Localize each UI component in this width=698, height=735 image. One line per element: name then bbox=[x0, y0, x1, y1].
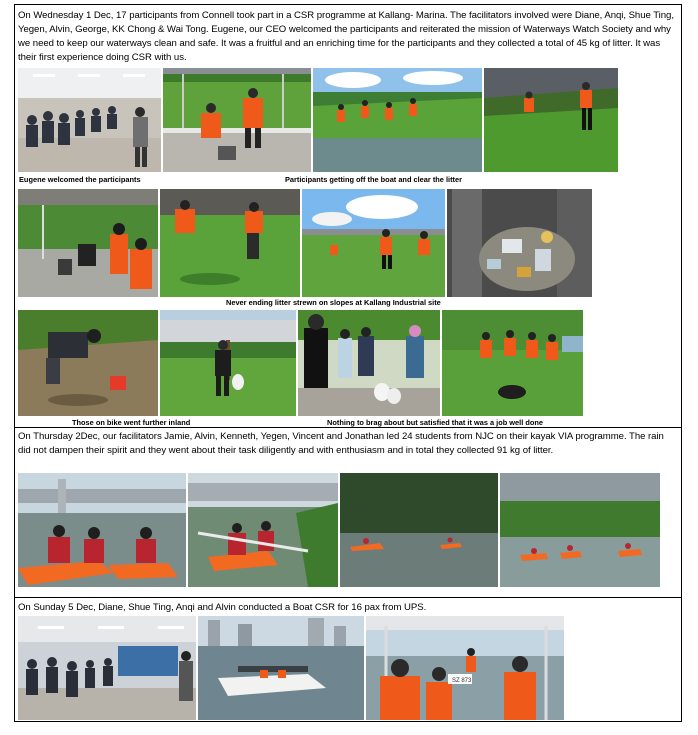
photo-litter-bag bbox=[447, 189, 592, 297]
photo-grass-picking bbox=[160, 189, 300, 297]
section-divider-2 bbox=[14, 597, 682, 598]
photo-boat-passengers bbox=[366, 616, 564, 720]
section2-paragraph: On Thursday 2Dec, our facilitators Jamie, Alvin, Kenneth, Yegen, Vincent and Jonathan led 24 students from NJC on their kayak VIA programme. The rain did not dampen their spirit and they went about their task diligently and with enthusiasm and in total they collected 91 kg of litter. bbox=[18, 431, 664, 456]
caption-welcome: Eugene welcomed the participants bbox=[19, 175, 141, 184]
photo-welcome-room bbox=[18, 68, 161, 172]
photo-kayak-group bbox=[500, 473, 660, 587]
caption-done: Nothing to brag about but satisfied that it was a job well done bbox=[327, 418, 543, 427]
photo-kayak-paddling bbox=[188, 473, 338, 587]
photo-field-cleanup bbox=[302, 189, 445, 297]
photo-boat-loading bbox=[18, 189, 158, 297]
photo-riverbank-cleanup bbox=[313, 68, 482, 172]
photo-bag-carry bbox=[160, 310, 296, 416]
caption-bike: Those on bike went further inland bbox=[72, 418, 191, 427]
caption-slopes: Never ending litter strewn on slopes at Kallang Industrial site bbox=[226, 298, 441, 307]
boat-registration: SZ 873 bbox=[452, 678, 472, 684]
photo-boat-bay bbox=[198, 616, 364, 720]
photo-ups-briefing bbox=[18, 616, 196, 720]
section3-paragraph: On Sunday 5 Dec, Diane, Shue Ting, Anqi and Alvin conducted a Boat CSR for 16 pax from UPS. bbox=[18, 602, 427, 613]
photo-slope-cleanup bbox=[484, 68, 618, 172]
photo-group-done bbox=[442, 310, 583, 416]
caption-boat: Participants getting off the boat and clear the litter bbox=[285, 175, 462, 184]
photo-bike-inland bbox=[18, 310, 158, 416]
section1-paragraph: On Wednesday 1 Dec, 17 participants from Connell took part in a CSR programme at Kallang- Marina. The facilitators involved were Diane, Anqi, Shue Ting, Yegen, Alvin, George, KK Chong & Wai Tong. Eugene, our CEO welcomed the participants and reiterated the mission of Waterways Watch Society and why we need to keep our waterways clean and safe. It was a fruitful and an enriching time for the participants and they collected a total of 45 kg of litter. It was their first experience doing CSR with us. bbox=[18, 10, 674, 63]
photo-kayak-river bbox=[340, 473, 498, 587]
photo-kayak-students bbox=[18, 473, 186, 587]
section-divider-1 bbox=[14, 427, 682, 428]
photo-group-bags bbox=[298, 310, 440, 416]
photo-boat-deck bbox=[163, 68, 311, 172]
